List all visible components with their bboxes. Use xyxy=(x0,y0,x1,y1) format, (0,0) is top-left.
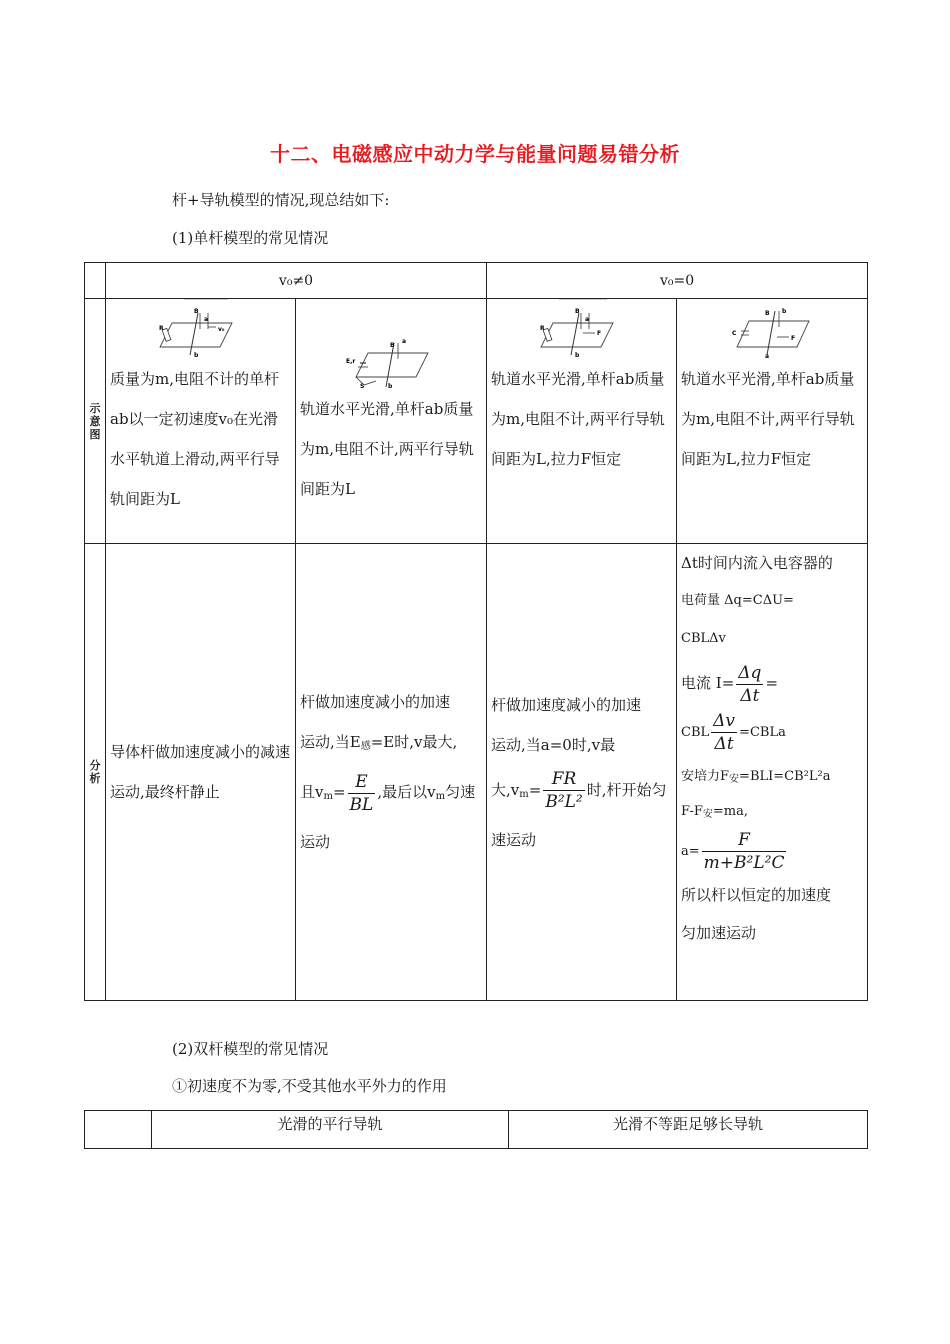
frac-den: Δt xyxy=(740,685,760,706)
rail-battery-diagram xyxy=(346,333,436,389)
label-r: R xyxy=(158,325,164,332)
rail-capacitor-diagram xyxy=(727,303,817,359)
corner-cell xyxy=(85,1111,152,1149)
a4-l5b: =CBLa xyxy=(739,725,786,740)
a2-sub-m2: m xyxy=(435,791,446,802)
analysis-4-line-5 xyxy=(681,708,863,758)
analysis-4-line-10: 匀加速运动 xyxy=(681,924,757,942)
a2-eq: = xyxy=(332,783,346,801)
a2-l2a: 运动,当E xyxy=(300,733,361,751)
intro-text: 杆+导轨模型的情况,现总结如下: xyxy=(172,191,390,209)
frac-den: BL xyxy=(349,794,374,815)
a4-sub-an: 安 xyxy=(729,774,740,785)
row-label-diagram-text: 示意图 xyxy=(89,401,101,441)
analysis-4-line-9: 所以杆以恒定的加速度 xyxy=(681,886,832,904)
corner-cell xyxy=(85,263,106,299)
desc-2: 轨道水平光滑,单杆ab质量为m,电阻不计,两平行导轨间距为L xyxy=(300,400,474,498)
label-b-end: b xyxy=(574,352,579,359)
formula-f-over-m-b2l2c xyxy=(702,829,787,874)
label-r: R xyxy=(539,325,545,332)
analysis-4-line-6 xyxy=(681,758,863,799)
a2-sub-m: m xyxy=(323,791,333,802)
a4-l4a: 电流 I= xyxy=(681,674,735,692)
label-a: a xyxy=(402,338,407,345)
analysis-2-line-4: 运动 xyxy=(300,833,331,851)
a4-l7b: =ma, xyxy=(712,804,748,819)
analysis-4-line-2: 电荷量 Δq=CΔU= xyxy=(681,593,794,608)
cell-diagram-4 xyxy=(677,299,868,544)
a3-l3a: 大,v xyxy=(491,780,520,799)
single-rod-table xyxy=(84,262,868,1001)
label-b-end: b xyxy=(388,383,393,389)
a4-l6b: =BLI=CB²L²a xyxy=(739,769,831,784)
analysis-3-line-4: 速运动 xyxy=(491,830,537,849)
double-rod-table xyxy=(84,1110,868,1149)
desc-1: 质量为m,电阻不计的单杆ab以一定初速度v₀在光滑水平轨道上滑动,两平行导轨间距为L xyxy=(110,370,280,508)
label-a: a xyxy=(584,316,589,323)
label-f: F xyxy=(791,335,796,342)
formula-e-over-bl xyxy=(348,771,376,816)
label-a: a xyxy=(765,353,770,359)
analysis-1-text: 导体杆做加速度减小的减速运动,最终杆静止 xyxy=(110,743,291,801)
a4-l7a: F-F xyxy=(681,804,703,819)
cell-diagram-1 xyxy=(106,299,296,544)
formula-dq-over-dt xyxy=(736,662,763,707)
frac-num: FR xyxy=(543,768,584,791)
a2-l3c: 匀速 xyxy=(445,783,476,801)
frac-num: F xyxy=(702,829,787,852)
cell-diagram-2 xyxy=(296,299,487,544)
frac-den: B²L² xyxy=(545,792,583,812)
a4-sub-an2: 安 xyxy=(702,809,713,820)
label-emf: E,r xyxy=(346,358,356,365)
a4-l8a: a= xyxy=(681,844,700,859)
head-parallel-rails: 光滑的平行导轨 xyxy=(152,1111,509,1149)
analysis-2-line-2 xyxy=(300,722,482,767)
analysis-3 xyxy=(487,544,677,1001)
rail-resistor-diagram xyxy=(156,299,246,359)
section-2-heading: (2)双杆模型的常见情况 xyxy=(172,1040,329,1058)
frac-den: m+B²L²C xyxy=(703,853,785,873)
cell-diagram-3 xyxy=(487,299,677,544)
a4-l6a: 安培力F xyxy=(681,769,730,784)
frac-den: Δt xyxy=(714,734,734,754)
label-a: a xyxy=(203,316,208,323)
analysis-3-line-2: 运动,当a=0时,v最 xyxy=(491,735,616,754)
label-b-field: B xyxy=(390,342,395,349)
page-title: 十二、电磁感应中动力学与能量问题易错分析 xyxy=(270,142,680,166)
rail-force-diagram xyxy=(537,299,627,359)
a3-sub-m: m xyxy=(519,788,529,800)
label-b-field: B xyxy=(765,310,770,317)
label-b-end: b xyxy=(193,352,198,359)
analysis-2-line-3 xyxy=(300,767,482,822)
formula-dv-over-dt xyxy=(711,710,737,755)
a3-eq: = xyxy=(528,780,542,799)
a2-l3a: 且v xyxy=(300,783,324,801)
a4-l5a: CBL xyxy=(681,725,710,740)
frac-num: E xyxy=(348,771,376,794)
analysis-4-line-4 xyxy=(681,658,863,708)
section-1-heading: (1)单杆模型的常见情况 xyxy=(172,229,329,247)
formula-fr-over-b2l2 xyxy=(543,768,584,813)
desc-4: 轨道水平光滑,单杆ab质量为m,电阻不计,两平行导轨间距为L,拉力F恒定 xyxy=(681,370,855,468)
a4-l4b: = xyxy=(765,674,779,692)
a2-l2b: =E时,v最大, xyxy=(370,733,458,751)
col-head-v0-nonzero: v₀≠0 xyxy=(106,263,487,299)
row-label-analysis xyxy=(85,544,106,1001)
section-2-subheading: ①初速度不为零,不受其他水平外力的作用 xyxy=(172,1077,447,1095)
analysis-3-line-1: 杆做加速度减小的加速 xyxy=(491,695,642,714)
frac-num: Δq xyxy=(738,662,762,683)
analysis-3-line-3 xyxy=(491,765,672,820)
frac-num: Δv xyxy=(713,711,736,731)
label-c: C xyxy=(732,330,737,337)
analysis-4-line-8 xyxy=(681,828,863,876)
label-b-field: B xyxy=(574,308,580,315)
a2-l3b: ,最后以v xyxy=(377,783,436,801)
analysis-2 xyxy=(296,544,487,1001)
a2-sub-gan: 感 xyxy=(360,741,371,752)
label-switch: S xyxy=(360,383,365,389)
row-label-analysis-text: 分析 xyxy=(89,759,101,785)
row-label-diagram xyxy=(85,299,106,544)
analysis-2-line-1: 杆做加速度减小的加速 xyxy=(300,693,451,711)
analysis-4-line-1: Δt时间内流入电容器的 xyxy=(681,554,833,572)
col-head-v0-zero: v₀=0 xyxy=(487,263,868,299)
a3-l3b: 时,杆开始匀 xyxy=(586,780,667,799)
analysis-4 xyxy=(677,544,868,1001)
label-b: b xyxy=(782,308,787,315)
label-b-field: B xyxy=(193,308,199,315)
desc-3: 轨道水平光滑,单杆ab质量为m,电阻不计,两平行导轨间距为L,拉力F恒定 xyxy=(491,370,665,468)
label-v0: v₀ xyxy=(217,326,225,333)
head-unequal-rails: 光滑不等距足够长导轨 xyxy=(509,1111,868,1149)
analysis-1 xyxy=(106,544,296,1001)
analysis-4-line-3: CBLΔv xyxy=(681,631,726,646)
analysis-4-line-7 xyxy=(681,799,863,828)
label-f: F xyxy=(596,330,601,337)
